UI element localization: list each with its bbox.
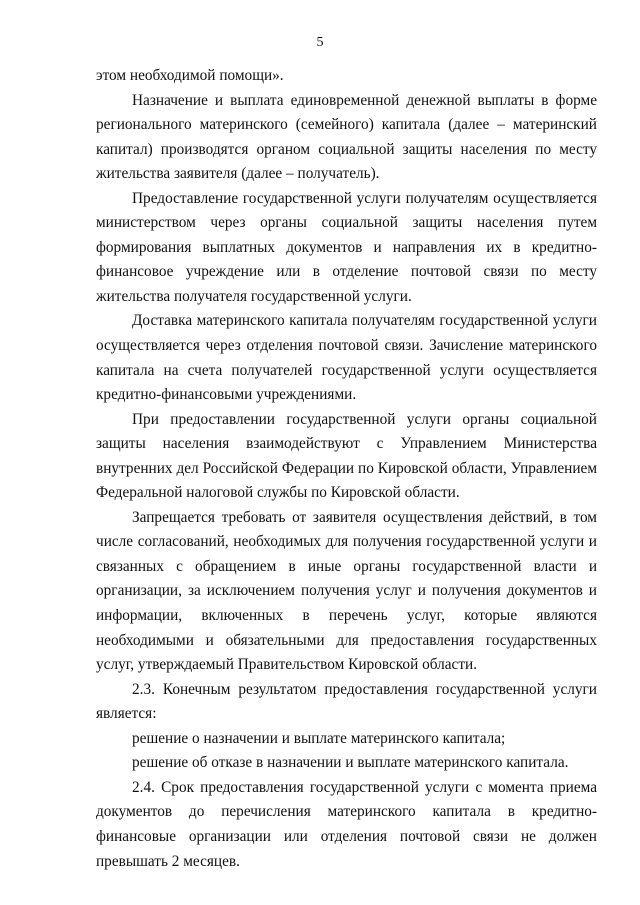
paragraph-term: 2.4. Срок предоставления государственной услуги с момента приема документов до перечисления материнского капитала в кредитно-финансовые организации или отделения почтовой связи не должен превышать 2 месяцев. [96,778,597,870]
paragraph-continuation: этом необходимой помощи». [96,67,284,84]
paragraph-prohibition: Запрещается требовать от заявителя осуществления действий, в том числе согласований, необходимых для получения государственной услуги и связанных с обращением в иные органы государственной власти и организации, за исключением получения услуг и получения документов и информации, включенных в перечень услуг, которые являются необходимыми и обязательными для предоставления государственных услуг, утверждаемый Правительством Кировской области. [96,508,597,674]
paragraph-provision: Предоставление государственной услуги получателям осуществляется министерством через органы социальной защиты населения путем формирования выплатных документов и направления их в кредитно-финансовое учреждение или в отделение почтовой связи по месту жительства получателя государственной услуги. [96,189,597,305]
paragraph-interaction: При предоставлении государственной услуги органы социальной защиты населения взаимодействуют с Управлением Министерства внутренних дел Российской Федерации по Кировской области, Управлением Федеральной налоговой службы по Кировской области. [96,410,597,502]
paragraph-result-heading: 2.3. Конечным результатом предоставления государственной услуги является: [96,680,597,723]
paragraph-assignment: Назначение и выплата единовременной денежной выплаты в форме регионального материнского (семейного) капитала (далее – материнский капитал) производятся органом социальной защиты населения по месту жительства заявителя (далее – получатель). [96,91,597,183]
paragraph-delivery: Доставка материнского капитала получателям государственной услуги осуществляется через отделения почтовой связи. Зачисление материнского капитала на счета получателей государственной услуги осуществляется кредитно-финансовыми учреждениями. [96,312,597,404]
paragraph-result-item-1: решение о назначении и выплате материнского капитала; [132,729,506,747]
paragraph-result-item-2: решение об отказе в назначении и выплате материнского капитала. [132,754,569,772]
document-body [96,64,597,874]
page-number: 5 [316,35,324,50]
